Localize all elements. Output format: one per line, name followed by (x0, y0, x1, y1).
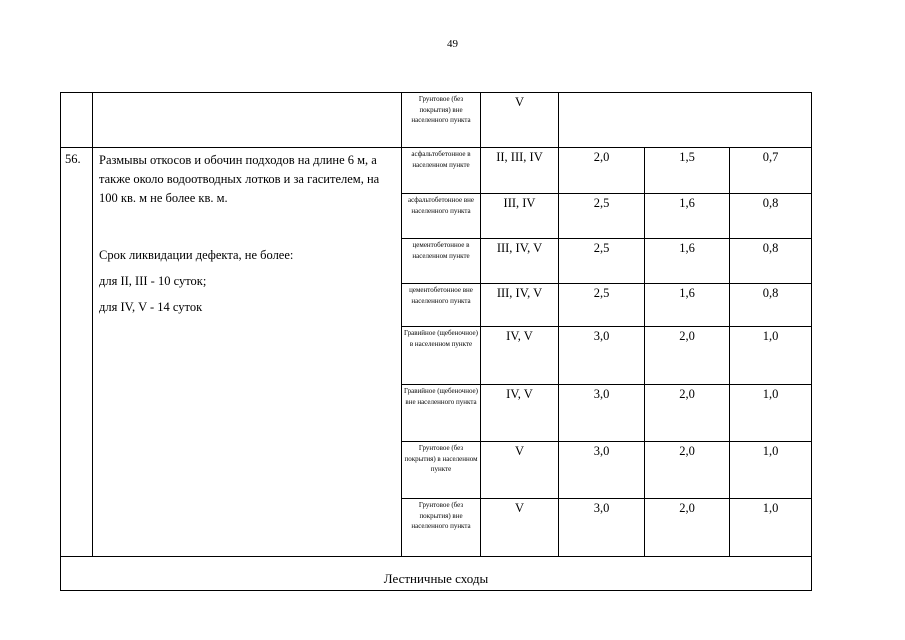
coverage-cell: цементобетонное вне населенного пункта (402, 284, 481, 327)
value-cell: 2,5 (559, 194, 645, 239)
value-cell: 0,8 (730, 239, 812, 284)
category-cell: III, IV, V (481, 239, 559, 284)
item-description-cell (93, 148, 402, 557)
value-cell: 2,0 (645, 442, 730, 499)
section-title: Лестничные сходы (61, 557, 812, 591)
cell-empty-values (559, 93, 812, 148)
item-description: Размывы откосов и обочин подходов на длине 6 м, а также около водоотводных лотков и за гасителем, на 100 кв. м не более кв. м. (99, 153, 380, 205)
value-cell: 3,0 (559, 327, 645, 385)
value-cell: 1,6 (645, 239, 730, 284)
value-cell: 1,0 (730, 327, 812, 385)
category-cell: V (481, 442, 559, 499)
coverage-cell: Гравийное (щебеночное) в населенном пункте (402, 327, 481, 385)
value-cell: 1,0 (730, 442, 812, 499)
coverage-cell: асфальтобетонное вне населенного пункта (402, 194, 481, 239)
value-cell: 0,8 (730, 284, 812, 327)
item-number: 56. (61, 148, 93, 557)
defects-table (60, 92, 812, 591)
value-cell: 1,6 (645, 284, 730, 327)
value-cell: 0,7 (730, 148, 812, 194)
value-cell: 2,0 (645, 385, 730, 442)
value-cell: 1,6 (645, 194, 730, 239)
table-row-continuation (61, 93, 812, 148)
value-cell: 2,5 (559, 284, 645, 327)
category-cell: V (481, 499, 559, 557)
coverage-cell: Гравийное (щебеночное) вне населенного пункта (402, 385, 481, 442)
value-cell: 0,8 (730, 194, 812, 239)
value-cell: 3,0 (559, 385, 645, 442)
deadline-line: для IV, V - 14 суток (99, 300, 203, 314)
value-cell: 1,5 (645, 148, 730, 194)
table-row (61, 148, 812, 194)
cell-empty-num (61, 93, 93, 148)
cell-empty-desc (93, 93, 402, 148)
coverage-cell: асфальтобетонное в населенном пункте (402, 148, 481, 194)
value-cell: 2,0 (645, 499, 730, 557)
category-cell: III, IV, V (481, 284, 559, 327)
category-cell: III, IV (481, 194, 559, 239)
category-cell: IV, V (481, 327, 559, 385)
value-cell: 1,0 (730, 385, 812, 442)
category-cell: V (481, 93, 559, 148)
coverage-cell: цементобетонное в населенном пункте (402, 239, 481, 284)
deadline-title: Срок ликвидации дефекта, не более: (99, 248, 294, 262)
coverage-cell: Грунтовое (без покрытия) вне населенного пункта (402, 499, 481, 557)
category-cell: IV, V (481, 385, 559, 442)
category-cell: II, III, IV (481, 148, 559, 194)
value-cell: 2,0 (559, 148, 645, 194)
value-cell: 2,5 (559, 239, 645, 284)
coverage-cell: Грунтовое (без покрытия) в населенном пункте (402, 442, 481, 499)
value-cell: 2,0 (645, 327, 730, 385)
section-header-row (61, 557, 812, 591)
page-number: 49 (447, 38, 458, 50)
value-cell: 1,0 (730, 499, 812, 557)
coverage-cell: Грунтовое (без покрытия) вне населенного пункта (402, 93, 481, 148)
value-cell: 3,0 (559, 499, 645, 557)
deadline-line: для II, III - 10 суток; (99, 274, 207, 288)
value-cell: 3,0 (559, 442, 645, 499)
